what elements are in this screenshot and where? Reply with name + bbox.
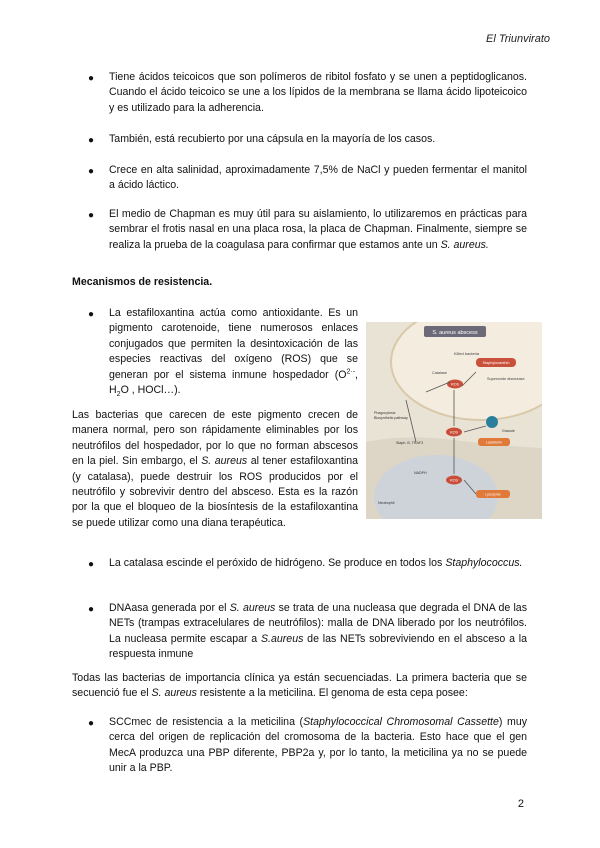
bullet-dot: ● xyxy=(88,604,95,615)
ros-label-1: ROS xyxy=(451,382,459,387)
bullet-dot: ● xyxy=(88,309,95,320)
bullet-sccmec: SCCmec de resistencia a la meticilina (Staphylococcical Chromosomal Cassette) muy cerca del origen de replicación del cromosoma de la bacteria. Esto hace que el gen MecA produzca una PBP diferente, PBP2a y, por lo tanto, la meticilina ya no se puede unir a la PBP. xyxy=(109,716,528,775)
figure-label-lysozyme: Lysozyme xyxy=(485,492,501,497)
bullet-dot: ● xyxy=(88,559,95,570)
bullet-dot: ● xyxy=(88,73,95,84)
bullet-staphyloxanthin: La estafiloxantina actúa como antioxidante. Es un pigmento carotenoide, tiene numerosos enlaces conjugados que permiten la desintoxicación de las especies reactivas del oxígeno (ROS) que se generan por el sistema inmune hospedador ($O^{2\cdot-}$, $H_2O$ , HOCl…). xyxy=(109,307,358,399)
figure-title-text: S. aureus abscess xyxy=(432,330,478,336)
document-header-title: El Triunvirato xyxy=(486,33,550,45)
figure-label-nadph: NADPH xyxy=(414,471,427,475)
bullet-dot: ● xyxy=(88,166,95,177)
figure-label-lactoferrin: Lactoferrin xyxy=(485,440,503,445)
figure-label-traf: Staph. B, TRAF3 xyxy=(396,441,424,445)
figure-label-pathway: Biosynthetic pathway xyxy=(374,416,408,420)
paragraph-pigment: Las bacterias que carecen de este pigmento crecen de manera normal, pero son rápidamente eliminables por los neutrófilos del hospedador, por lo que no forman abscesos en la piel. Sin embargo, el S. aureus al tener estafiloxantina (y catalasa), puede destruir los ROS producidos por el neutrófilo y sobrevivir dentro del absceso. Esta es la razón por la que el bloqueo de la biosíntesis de la estafiloxantina se puede utilizar como una diana terapéutica. xyxy=(72,409,358,529)
ros-label-2: ROS xyxy=(450,430,458,435)
bullet-chapman: El medio de Chapman es muy útil para su aislamiento, lo utilizaremos en prácticas para sembrar el frotis nasal en una placa rosa, la placa de Chapman. Finalmente, siempre se realiza la prueba de la coagulasa para confirmar que estamos ante un S. aureus. xyxy=(109,208,527,251)
figure-label-sod: Superoxide dismutase xyxy=(487,377,525,381)
bullet-dot: ● xyxy=(88,210,95,221)
bullet-dot: ● xyxy=(88,135,95,146)
bullet-catalase: La catalasa escinde el peróxido de hidrógeno. Se produce en todos los Staphylococcus. xyxy=(109,557,523,569)
figure-label-staphyloxanthin: Staphyloxanthin xyxy=(482,361,510,365)
ros-label-3: ROS xyxy=(450,478,458,483)
page-number: 2 xyxy=(517,798,524,810)
granule-shape xyxy=(486,416,498,428)
bullet-dot: ● xyxy=(88,718,95,729)
figure-label-killed: Killed bacteria xyxy=(454,351,480,356)
bullet-teichoic-acids: Tiene ácidos teicoicos que son polímeros de ribitol fosfato y se unen a peptidoglicanos. Cuando el ácido teicoico se une a los lípidos de la membrana se llama ácido lipoteicoico y es utilizado para la adherencia. xyxy=(109,71,527,114)
figure-label-neutrophil: Neutrophil xyxy=(378,501,395,505)
figure-label-phagocytosis: Phagocytosis xyxy=(374,411,396,415)
abscess-neutrophil-figure xyxy=(366,322,542,519)
bullet-capsule: También, está recubierto por una cápsula en la mayoría de los casos. xyxy=(109,133,436,145)
figure-label-catalase: Catalase xyxy=(432,371,447,375)
bullet-salinity: Crece en alta salinidad, aproximadamente 7,5% de NaCl y pueden fermentar el manitol a ácido láctico. xyxy=(109,164,527,192)
paragraph-sequencing: Todas las bacterias de importancia clínica ya están secuenciadas. La primera bacteria que se secuenció fue el S. aureus resistente a la meticilina. El genoma de esta cepa posee: xyxy=(72,672,527,700)
section-heading: Mecanismos de resistencia. xyxy=(72,276,213,288)
bullet-dnase: DNAasa generada por el S. aureus se trata de una nucleasa que degrada el DNA de las NETs (trampas extracelulares de neutrófilos): malla de DNA liberado por los neutrófilos. La nucleasa permite escapar a S.aureus de las NETs sobreviviendo en el absceso a la respuesta inmune xyxy=(109,602,528,661)
figure-label-granule: Granule xyxy=(502,429,515,433)
